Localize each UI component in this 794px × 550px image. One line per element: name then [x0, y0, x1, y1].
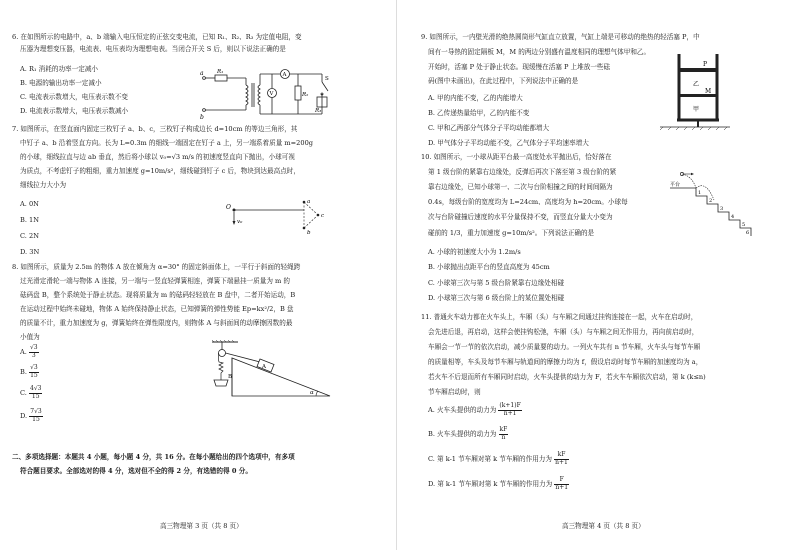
q6-label-r3: R₃ [315, 108, 322, 114]
q10-stem-line: 靠右边缘处，已知小球第一、二次与台阶相撞之间的时间间隔为 [428, 183, 613, 191]
q8-stem-line: 砝码盘 B，整个系统处于静止状态。现将质量为 m 的砝码轻轻放在 B 盘中，二者开始运动，B [20, 291, 296, 299]
q9-option-b: B. 乙传递热量给甲，乙的内能不变 [428, 109, 530, 117]
q8-label-a: A [262, 364, 266, 370]
q7-option-c: C. 2N [20, 232, 39, 240]
exam-page-4 [397, 0, 794, 550]
q10-label-platform: 平台 [670, 182, 681, 188]
q8-label-b: B [228, 374, 233, 380]
q10-option-b: B. 小球抛出点距平台的竖直高度为 45cm [428, 263, 550, 271]
q7-stem-line: 的小球，细线拉直与边 ab 垂直，然后将小球以 v₀=√3 m/s 的初速度竖直向下抛出，小球可视 [20, 153, 295, 161]
q7-stem-line: 中钉子 a、b 沿着竖直方向。长为 L=0.3m 的细线一端固定在钉子 a 上，另一端系着质量 m=200g [20, 139, 313, 147]
q11-option-d: D. 第 k-1 节车厢对第 k 节车厢的作用力为 $\frac{F}{n+1}$ [428, 476, 569, 491]
q6-option-d: D. 电流表示数增大，电压表示数减小 [20, 107, 129, 115]
q6-option-a: A. R₁ 消耗的功率一定减小 [20, 65, 99, 73]
q6-label-r2: R₂ [302, 92, 309, 98]
q10-stem-line: 第 1 级台阶的紧靠右边缘处，反弹后再次下落至第 3 级台阶的紧 [428, 168, 617, 176]
q7-label-v0: v₀ [237, 219, 243, 225]
q9-option-a: A. 甲的内能不变，乙的内能增大 [428, 94, 523, 102]
q9-stem-line: 码(图中未画出)，在此过程中，下列说法中正确的是 [428, 77, 579, 85]
q6-stem-line: 压器为理想变压器，电流表、电压表均为理想电表。当闭合开关 S 后，则以下说法正确的是 [20, 45, 286, 53]
q10-step-label: 1 [698, 190, 702, 196]
q10-option-c: C. 小球第三次与第 5 级台阶紧靠右边缘处相碰 [428, 279, 565, 287]
q9-label-p: P [703, 61, 708, 68]
q10-staircase-diagram [670, 170, 755, 240]
q8-stem-line: 小值为 [20, 333, 40, 341]
q8-option-b: B. $\frac{√3}{15}$ [20, 364, 38, 379]
q9-label-m: M [705, 88, 712, 95]
q10-step-label: 5 [742, 222, 746, 228]
q6-stem-line: 6. 在如图所示的电路中，a、b 端输入电压恒定的正弦交变电流，已知 R₁、R₂、R₃ 为定值电阻，变 [12, 33, 302, 41]
q11-stem-line: 的质量相等，车头及每节车厢与轨道间的摩擦力均为 f，假设启动时每节车厢的加速度均为 a， [428, 358, 703, 366]
q10-step-label: 2 [709, 198, 713, 204]
q11-option-b: B. 火车头提供的动力为 $\frac{kF}{n}$ [428, 426, 508, 441]
q6-voltmeter-icon: V [269, 91, 274, 97]
page-footer-4: 高三物理第 4 页（共 8 页） [562, 522, 645, 530]
q11-stem-line: 车厢会一节一节的依次启动，减少质量要的动力。一列火车共有 n 节车厢，火车头与每节车厢 [428, 343, 701, 351]
q6-circuit-diagram [200, 66, 330, 121]
q11-stem-line: 若火车不后退而所有车厢同时启动，火车头提供的动力为 F，若火车车厢依次启动，第 k (k≤n) [428, 373, 706, 381]
q7-option-d: D. 3N [20, 248, 40, 256]
q9-label-yi: 乙 [693, 81, 700, 88]
section-2-line: 符合题目要求。全部选对的得 4 分，选对但不全的得 2 分，有选错的得 0 分。 [20, 467, 252, 475]
q9-stem-line: 间有一导热的固定隔板 M，M 的两边分别盛有温度相同的理想气体甲和乙。 [428, 48, 651, 56]
q7-label-c: c [321, 213, 325, 219]
q6-ammeter-icon: A [282, 72, 287, 78]
q8-option-d: D. $\frac{7√3}{15}$ [20, 408, 42, 423]
q11-stem-line: 11. 普通火车动力都在火车头上，车厢（头）与车厢之间通过挂钩连接在一起，火车在启动时， [421, 313, 698, 321]
q10-option-d: D. 小球第三次与第 6 级台阶上的某位置处相碰 [428, 294, 565, 302]
q8-incline-diagram [212, 340, 332, 400]
q10-stem-line: 10. 如图所示，一小球从距平台最一高度处水平抛出后，恰好落在 [421, 153, 612, 161]
q9-option-c: C. 甲和乙两部分气体分子平均动能都增大 [428, 124, 550, 132]
q11-stem-line: 节车厢启动时，则 [428, 388, 481, 396]
q6-label-b: b [200, 114, 204, 121]
q8-stem-line: 8. 如图所示，质量为 2.5m 的物体 A 放在倾角为 α=30° 的固定斜面体上，一平行于斜面的轻绳跨 [12, 263, 301, 271]
q9-stem-line: 开始时，活塞 P 处于静止状态。现缓慢在活塞 P 上堆放一些砝 [428, 63, 611, 71]
q10-option-a: A. 小球的初速度大小为 1.2m/s [428, 248, 521, 256]
q11-option-a: A. 火车头提供的动力为 $\frac{(k+1)F}{n+1}$ [428, 402, 521, 417]
q9-stem-line: 9. 如图所示，一内壁光滑的绝热圆筒形气缸直立放置，气缸上端是可移动的绝热的轻活塞 P，中 [421, 33, 700, 41]
q9-option-d: D. 甲气体分子平均动能不变，乙气体分子平均速率增大 [428, 139, 589, 147]
q8-option-a: A. $\frac{√3}{3}$ [20, 344, 38, 359]
q9-label-jia: 甲 [693, 106, 700, 113]
q7-option-a: A. 0N [20, 200, 39, 208]
q7-option-b: B. 1N [20, 216, 40, 224]
q10-step-label: 6 [746, 230, 750, 236]
q8-stem-line: 在运动过程中始终未碰地，物体 A 始终保持静止状态，已知弹簧的弹性势能 Ep=kx²/2，B 盘 [20, 305, 294, 313]
q7-stem-line: 细线拉力大小为 [20, 181, 67, 189]
q8-stem-line: 的质量不计，重力加速度为 g，弹簧始终在弹性限度内，则物体 A 与斜面间的动摩擦因数的最 [20, 319, 293, 327]
q8-label-alpha: α [310, 390, 314, 396]
q6-label-a: a [200, 70, 204, 77]
q7-label-o: O [226, 204, 231, 211]
q8-stem-line: 过光滑定滑轮一端与物体 A 连接，另一端与一竖直轻弹簧相连，弹簧下端悬挂一质量为 m 的 [20, 277, 290, 285]
q7-label-b: b [307, 230, 311, 236]
q10-stem-line: 次与台阶碰撞后速度的水平分量保持不变，而竖直分量大小变为 [428, 213, 613, 221]
section-2-line: 二、多项选择题：本题共 4 小题，每小题 4 分，共 16 分。在每小题给出的四个选项中，有多项 [12, 453, 295, 461]
q7-nail-diagram [226, 198, 346, 238]
q10-stem-line: 0.4s，每级台阶的宽度均为 L=24cm、高度均为 h=20cm。小球每 [428, 198, 628, 206]
q6-option-c: C. 电流表示数增大，电压表示数不变 [20, 93, 128, 101]
q7-stem-line: 7. 如图所示，在竖直面内固定三枚钉子 a、b、c，三枚钉子构成边长 d=10cm 的等边三角形，其 [12, 125, 298, 133]
q9-cylinder-diagram [655, 50, 735, 130]
q10-stem-line: 碰前的 1/3，重力加速度 g=10m/s²。下列说法正确的是 [428, 229, 595, 237]
q6-option-b: B. 电源的输出功率一定减小 [20, 79, 102, 87]
page-footer-3: 高三物理第 3 页（共 8 页） [160, 522, 243, 530]
q10-step-label: 3 [720, 206, 724, 212]
q11-option-c: C. 第 k-1 节车厢对第 k 节车厢的作用力为 $\frac{kF}{n+1}$ [428, 451, 568, 466]
q6-label-r1: R₁ [217, 69, 224, 75]
q7-label-a: a [307, 199, 311, 205]
q7-stem-line: 为质点，不考虑钉子的粗细，重力加速度 g=10m/s²，细线碰到钉子 c 后，物块到达最高点时， [20, 167, 300, 175]
q10-step-label: 4 [731, 214, 735, 220]
q11-stem-line: 会先进后退，再启动，这样会使挂钩松弛，车厢（头）与车厢之间无作用力，再向前启动时， [428, 328, 699, 336]
q8-option-c: C. $\frac{4√3}{15}$ [20, 385, 42, 400]
q6-label-switch: S [325, 76, 329, 82]
